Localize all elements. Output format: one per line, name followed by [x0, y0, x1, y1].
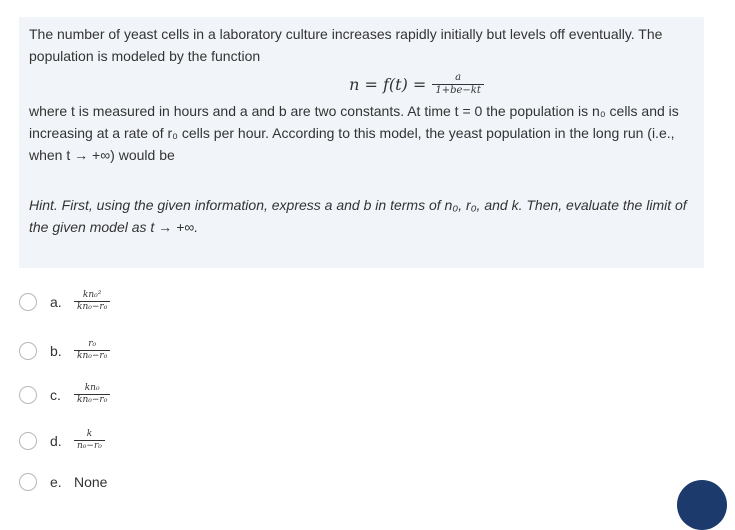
option-c-letter: c.: [50, 386, 61, 403]
option-a[interactable]: [19, 290, 110, 313]
option-a-letter: a.: [50, 293, 62, 310]
option-b-radio[interactable]: [19, 342, 37, 360]
option-e-radio[interactable]: [19, 473, 37, 491]
option-d-denominator: n₀−r₀: [74, 440, 105, 452]
option-c[interactable]: [19, 383, 110, 406]
formula-denominator: 1+be−kt: [432, 84, 484, 97]
option-a-fraction: [74, 290, 110, 313]
model-formula: [139, 72, 694, 97]
formula-numerator: a: [455, 72, 462, 83]
option-d-radio[interactable]: [19, 432, 37, 450]
formula-fraction: [432, 72, 484, 97]
question-card: [19, 17, 704, 268]
question-body: where t is measured in hours and a and b are two constants. At time t = 0 the population is n₀ cells and is increasing at a rate of r₀ cells per hour. According to this model, the yeast population in the long run (i.e., when t → +∞) would be: [29, 103, 679, 163]
option-a-denominator: kn₀−r₀: [74, 301, 110, 313]
option-a-numerator: kn₀²: [82, 290, 102, 300]
question-hint: Hint. First, using the given information, express a and b in terms of n₀, r₀, and k. Then, evaluate the limit of the given model as t → +∞.: [29, 197, 687, 235]
option-c-denominator: kn₀−r₀: [74, 394, 110, 406]
option-b-fraction: [74, 339, 110, 362]
option-c-fraction: [74, 383, 110, 406]
formula-lhs: n = f(t) =: [349, 75, 427, 94]
question-intro: The number of yeast cells in a laboratory culture increases rapidly initially but levels off eventually. The population is modeled by the function: [29, 26, 663, 64]
option-d-fraction: [74, 429, 105, 452]
option-b-letter: b.: [50, 342, 62, 359]
option-b-denominator: kn₀−r₀: [74, 350, 110, 362]
option-e[interactable]: [19, 473, 107, 491]
option-e-letter: e.: [50, 474, 62, 490]
option-d-numerator: k: [86, 429, 93, 439]
option-e-text: None: [74, 474, 108, 490]
option-c-numerator: kn₀: [84, 383, 100, 393]
option-d-letter: d.: [50, 432, 62, 449]
option-b[interactable]: [19, 339, 110, 362]
option-c-radio[interactable]: [19, 386, 37, 404]
option-a-radio[interactable]: [19, 293, 37, 311]
floating-action-button[interactable]: [677, 480, 727, 530]
option-d[interactable]: [19, 429, 105, 452]
option-b-numerator: r₀: [88, 339, 97, 349]
